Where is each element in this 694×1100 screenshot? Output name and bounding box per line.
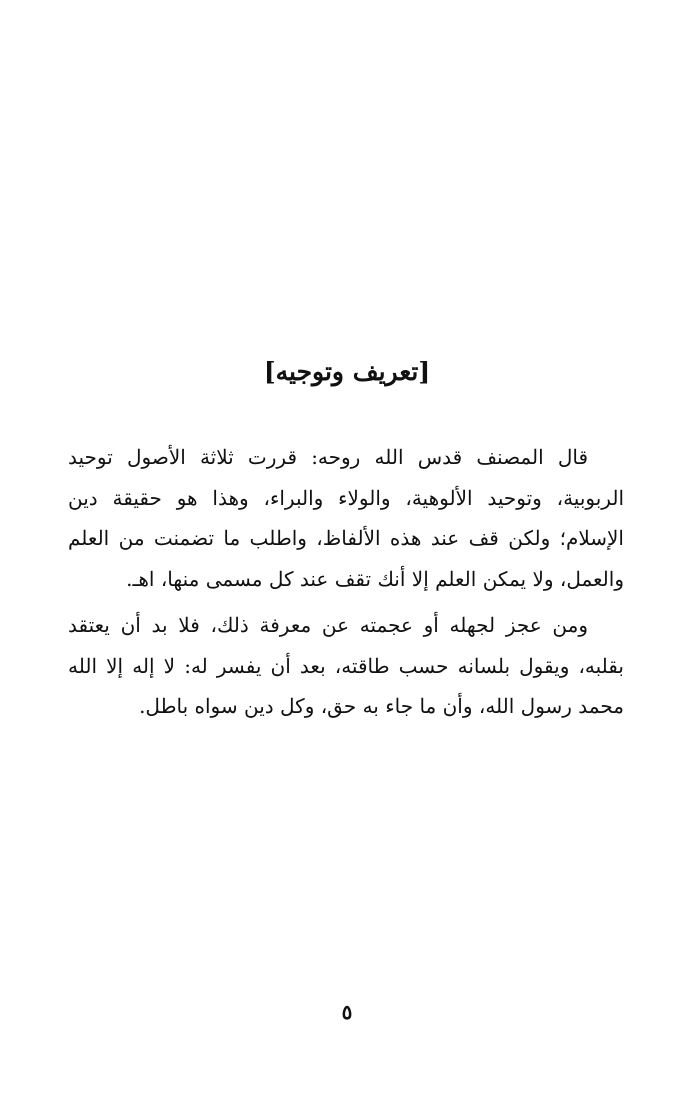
- body-text: [68, 437, 624, 727]
- section-heading: [تعريف وتوجيه]: [263, 357, 431, 386]
- page-number: ٥: [341, 1000, 353, 1024]
- paragraph-1: قال المصنف قدس الله روحه: قررت ثلاثة الأصول توحيد الربوبية، وتوحيد الألوهية، والولاء والبراء، وهذا هو حقيقة دين الإسلام؛ ولكن قف عند هذه الألفاظ، واطلب ما تضمنت من العلم والعمل، ولا يمكن العلم إلا أنك تقف عند كل مسمى منها، اهـ.: [68, 445, 624, 591]
- paragraph-2: ومن عجز لجهله أو عجمته عن معرفة ذلك، فلا بد أن يعتقد بقلبه، ويقول بلسانه حسب طاقته، بعد أن يفسر له: لا إله إلا الله محمد رسول الله، وأن ما جاء به حق، وكل دين سواه باطل.: [68, 613, 624, 718]
